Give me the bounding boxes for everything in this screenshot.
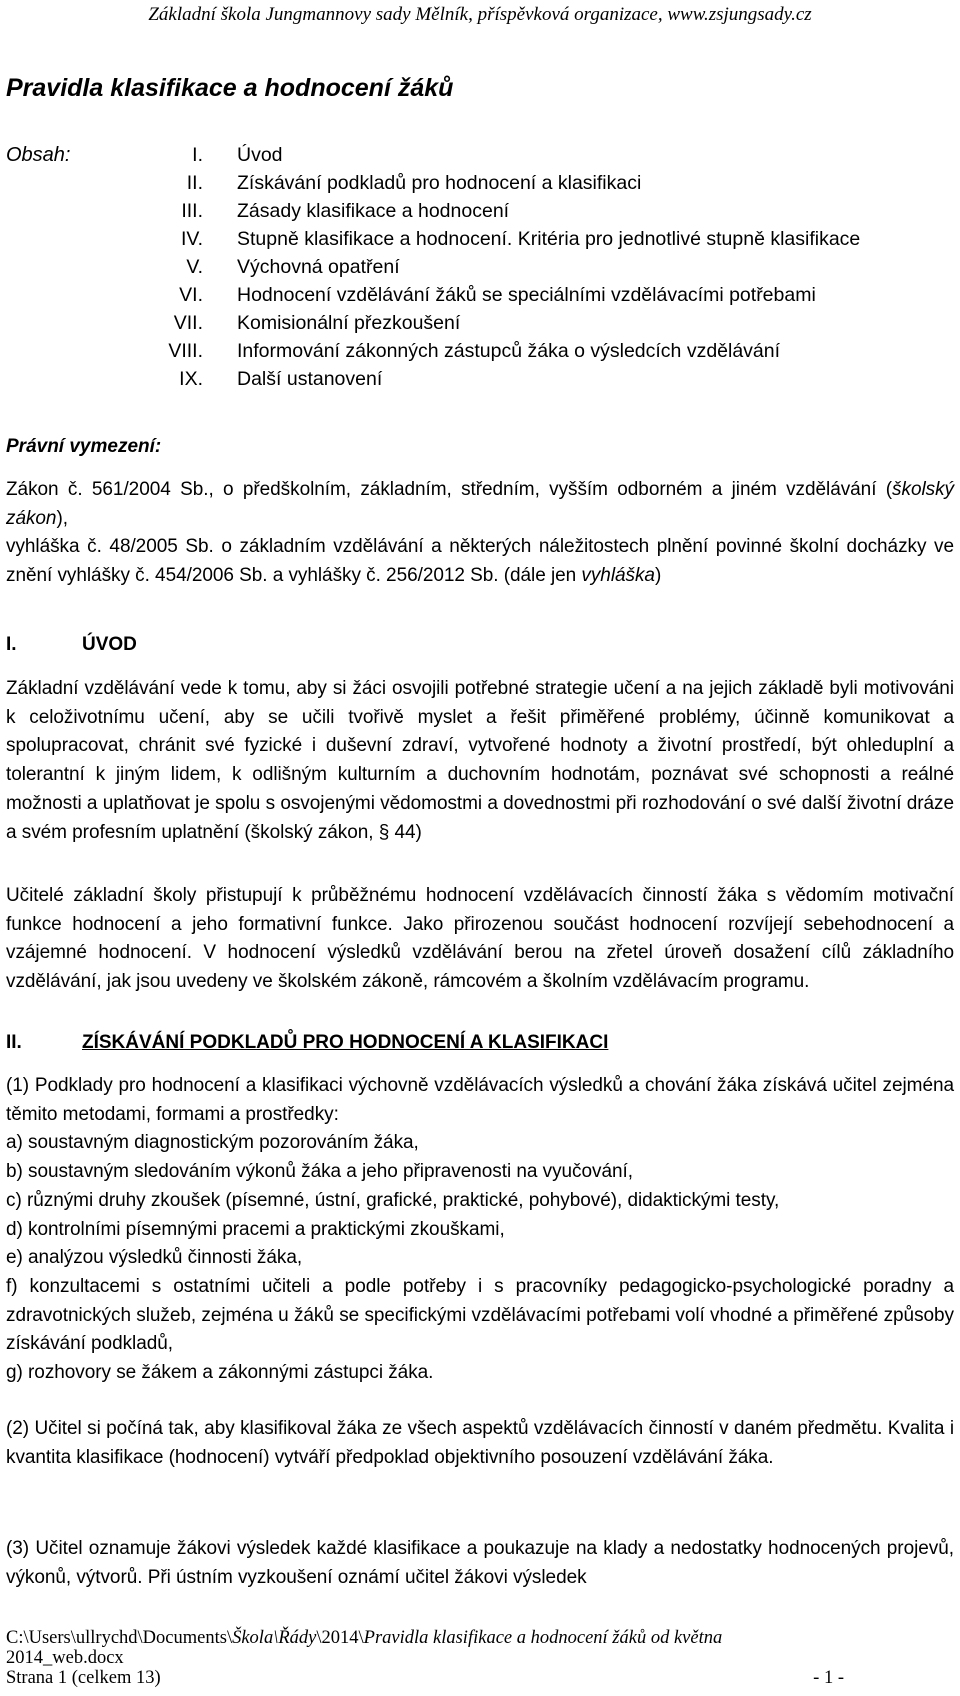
list-item: c) různými druhy zkoušek (písemné, ústní, grafické, praktické, pohybové), didaktickými testy,	[6, 1189, 780, 1211]
list-item: b) soustavným sledováním výkonů žáka a jeho připravenosti na vyučování,	[6, 1161, 633, 1183]
paragraph: (2) Učitel si počíná tak, aby klasifikoval žáka ze všech aspektů vzdělávacích činností v daném předmětu. Kvalita i kvantita klasifikace (hodnocení) vytváří předpoklad objektivního posouzení vzdělávání žáka.	[6, 1418, 954, 1468]
paragraph: Učitelé základní školy přistupují k průběžnému hodnocení vzdělávacích činností žáka s vědomím motivační funkce hodnocení a jeho formativní funkce. Jako přirozenou součást hodnocení rozvíjejí sebehodnocení a vzájemné hodnocení. V hodnocení výsledků vzdělávání berou na zřetel úroveň dosažení cílů základního vzdělávání, jak jsou uvedeny ve školském zákoně, rámcovém a školním vzdělávacím programu.	[6, 885, 954, 993]
section-title: ZÍSKÁVÁNÍ PODKLADŮ PRO HODNOCENÍ A KLASIFIKACI	[82, 1032, 609, 1053]
grounds-paragraph-3	[6, 1535, 954, 1592]
page-footer	[6, 1628, 954, 1688]
section-number: II.	[6, 1032, 22, 1053]
running-header: Základní škola Jungmannovy sady Mělník, příspěvková organizace, www.zsjungsady.cz	[148, 4, 812, 25]
paragraph: (1) Podklady pro hodnocení a klasifikaci výchovně vzdělávacích výsledků a chování žáka získává učitel zejména těmito metodami, formami a prostředky:	[6, 1075, 954, 1125]
list-item: f) konzultacemi s ostatními učiteli a podle potřeby i s pracovníky pedagogicko-psychologické poradny a zdravotnických služeb, zejména u žáků se specifickými vzdělávacími potřebami volí vhodné a přiměřené způsoby získávání podkladů,	[6, 1275, 954, 1355]
toc-item-text: Výchovná opatření	[237, 256, 400, 278]
legal-line-act: Zákon č. 561/2004 Sb., o předškolním, základním, středním, vyšším odborném a jiném vzdělávání (školský zákon),	[6, 479, 954, 529]
list-item: g) rozhovory se žákem a zákonnými zástupci žáka.	[6, 1362, 434, 1384]
section-number: I.	[6, 634, 17, 655]
section-heading-grounds	[6, 1032, 608, 1054]
paragraph: Základní vzdělávání vede k tomu, aby si žáci osvojili potřebné strategie učení a na jejich základě byli motivováni k celoživotnímu učení, aby se učili tvořivě myslet a řešit přiměřené problémy, účinně komunikovat a spolupracovat, chránit své fyzické i duševní zdraví, vytvořené hodnoty a životní prostředí, být ohleduplní a tolerantní k jiným lidem, k odlišným kulturním a duchovním hodnotám, poznávat své schopnosti a reálné možnosti a uplatňovat je spolu s osvojenými vědomostmi a dovednostmi při rozhodování o své další životní dráze a svém profesním uplatnění (školský zákon, § 44)	[6, 678, 954, 843]
section-title: ÚVOD	[82, 634, 137, 655]
document-title: Pravidla klasifikace a hodnocení žáků	[6, 74, 454, 102]
toc-item-text: Další ustanovení	[237, 368, 383, 390]
section-heading-intro	[6, 634, 137, 656]
footer-file-path: C:\Users\ullrychd\Documents\Škola\Řády\2014\Pravidla klasifikace a hodnocení žáků od května	[6, 1628, 723, 1648]
toc-item-text: Úvod	[237, 144, 283, 166]
grounds-paragraph-1	[6, 1072, 954, 1388]
legal-line-decree: vyhláška č. 48/2005 Sb. o základním vzdělávání a některých náležitostech plnění povinné školní docházky ve znění vyhlášky č. 454/2006 Sb. a vyhlášky č. 256/2012 Sb. (dále jen vyhláška)	[6, 536, 954, 587]
intro-paragraph-1	[6, 675, 954, 847]
footer-page-info	[6, 1668, 954, 1688]
toc-item-number: VIII.	[168, 340, 203, 362]
grounds-paragraph-2	[6, 1415, 954, 1472]
toc-label: Obsah:	[6, 144, 71, 166]
toc-item-number: IX.	[179, 368, 203, 390]
page-count: Strana 1 (celkem 13)	[6, 1668, 161, 1688]
toc-item-text: Hodnocení vzdělávání žáků se speciálními vzdělávacími potřebami	[237, 284, 816, 306]
toc-item-number: I.	[192, 144, 203, 166]
footer-file-name: 2014_web.docx	[6, 1648, 124, 1668]
toc-item-text: Informování zákonných zástupců žáka o výsledcích vzdělávání	[237, 340, 781, 362]
intro-paragraph-2	[6, 882, 954, 997]
list-item: a) soustavným diagnostickým pozorováním žáka,	[6, 1132, 419, 1154]
list-item: d) kontrolními písemnými pracemi a praktickými zkouškami,	[6, 1218, 505, 1240]
toc-item-text: Komisionální přezkoušení	[237, 312, 461, 334]
list-item: e) analýzou výsledků činnosti žáka,	[6, 1247, 303, 1269]
legal-basis-heading: Právní vymezení:	[6, 436, 162, 457]
legal-basis-text	[6, 476, 954, 591]
toc-item-number: IV.	[180, 228, 203, 250]
toc-item-number: II.	[186, 172, 203, 194]
toc-item-number: VII.	[173, 312, 203, 334]
page-number: - 1 -	[813, 1668, 844, 1688]
toc-item-number: V.	[186, 256, 203, 278]
toc-item-text: Stupně klasifikace a hodnocení. Kritéria pro jednotlivé stupně klasifikace	[237, 228, 861, 250]
toc-item-number: VI.	[179, 284, 203, 306]
toc-item-text: Zásady klasifikace a hodnocení	[237, 200, 510, 222]
toc-item-number: III.	[181, 200, 203, 222]
toc-item-text: Získávání podkladů pro hodnocení a klasifikaci	[237, 172, 642, 194]
paragraph: (3) Učitel oznamuje žákovi výsledek každé klasifikace a poukazuje na klady a nedostatky hodnocených projevů, výkonů, výtvorů. Při ústním vyzkoušení oznámí učitel žákovi výsledek	[6, 1538, 954, 1588]
